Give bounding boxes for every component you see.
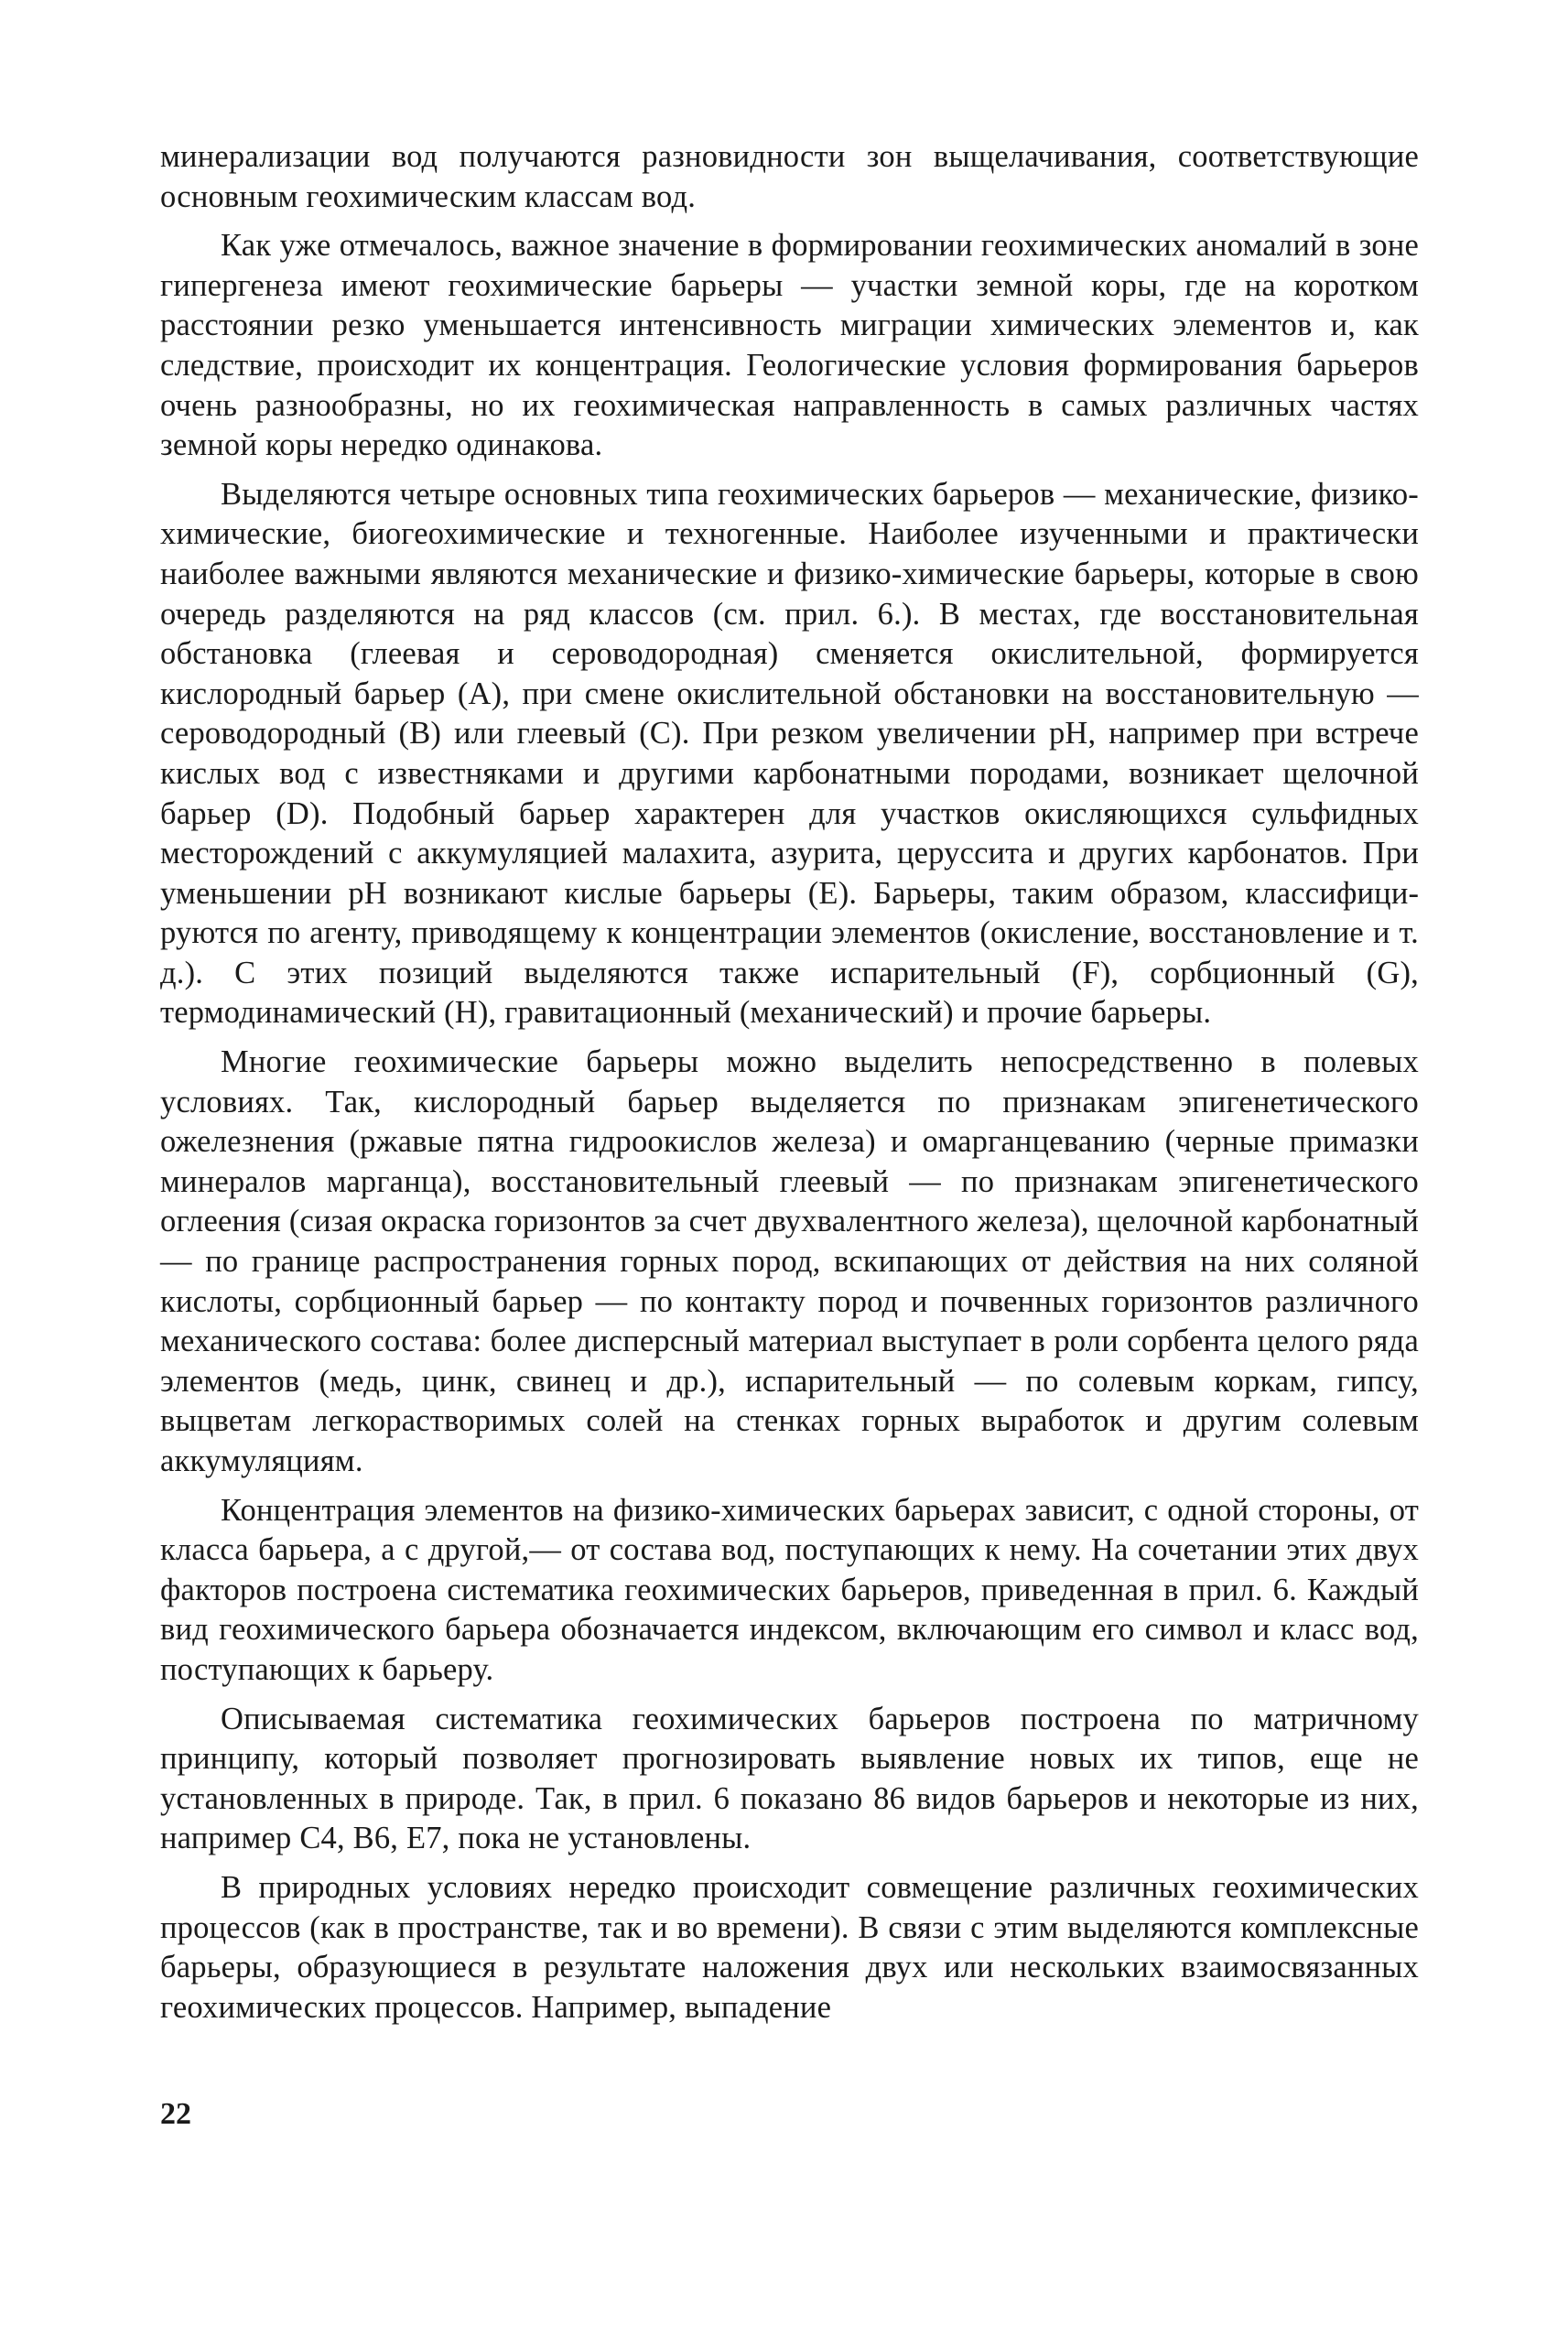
paragraph-2: Как уже отмечалось, важное значение в формировании геохимических аномалий в зоне гипергенеза имеют геохимические барьеры — участки земной коры, где на коротком расстоянии резко уменьшается интенсивность миграции химических элементов и, как следствие, происходит их концентрация. Геологические условия формирования барьеров очень разнообразны, но их геохимическая направленность в самых различных частях земной коры нередко одинакова. [160, 228, 1419, 463]
paragraph-5: Концентрация элементов на физико-химических барьерах зависит, с одной стороны, от класса барьера, а с другой,— от состава вод, поступающих к нему. На сочетании этих двух факторов построена систематика геохимических барьеров, приведенная в прил. 6. Каждый вид геохимического барьера обозначается индексом, включающим его символ и класс вод, поступающих к барьеру. [160, 1492, 1419, 1687]
paragraph-4: Многие геохимические барьеры можно выделить непосредственно в полевых условиях. Так, кислородный барьер выделяется по признакам эпигенетического ожелезнения (ржавые пятна гидроокислов железа) и омарганцеванию (черные примазки минералов марганца), восстановительный глеевый — по признакам эпигенетического оглеения (сизая окраска горизонтов за счет двухвалентного железа), щелочной карбонатный — по границе распространения горных пород, вскипающих от действия на них соляной кислоты, сорбционный барьер — по контакту пород и почвенных горизонтов различного механического состава: более дисперсный материал выступает в роли сорбента целого ряда элементов (медь, цинк, свинец и др.), испарительный — по солевым коркам, гипсу, выцветам легкорастворимых солей на стенках горных выработок и другим солевым аккумуляциям. [160, 1044, 1419, 1478]
paragraph-3: Выделяются четыре основных типа геохимических барьеров — механические, физико-химические, биогеохимические и техногенные. Наиболее изученными и практически наиболее важными являются механические и физико-химические барьеры, которые в свою очередь разделяются на ряд классов (см. прил. 6.). В местах, где восстановительная обстановка (глеевая и сероводородная) сменяется окислительной, формируется кислородный барьер (А), при смене окислительной обстановки на восстановительную — сероводородный (В) или глеевый (С). При резком увеличении pH, например при встрече кислых вод с известняками и другими карбонатными породами, возникает щелочной барьер (D). Подобный барьер характерен для участков окисляющихся сульфидных месторождений с аккумуляцией малахита, азурита, церуссита и других карбонатов. При уменьшении pH возникают кислые барьеры (Е). Барьеры, таким образом, классифицируются по агенту, приводящему к концентрации элементов (окисление, восстановление и т. д.). С этих позиций выделяются также испарительный (F), сорбционный (G), термодинамический (H), гравитационный (механический) и прочие барьеры. [160, 476, 1419, 1031]
paragraph-6: Описываемая систематика геохимических барьеров построена по матричному принципу, который позволяет прогнозировать выявление новых их типов, еще не установленных в природе. Так, в прил. 6 показано 86 видов барьеров и некоторые из них, например С4, В6, Е7, пока не установлены. [160, 1701, 1419, 1856]
paragraph-1: минерализации вод получаются разновидности зон выщелачивания, соответствующие основным геохимическим классам вод. [160, 139, 1419, 214]
page-number: 22 [160, 2097, 191, 2131]
paragraph-7: В природных условиях нередко происходит совмещение различных геохимических процессов (как в пространстве, так и во времени). В связи с этим выделяются комплексные барьеры, образующиеся в результате наложения двух или нескольких взаимосвязанных геохимических процессов. Например, выпадение [160, 1869, 1419, 2025]
page-body [160, 137, 1419, 2037]
